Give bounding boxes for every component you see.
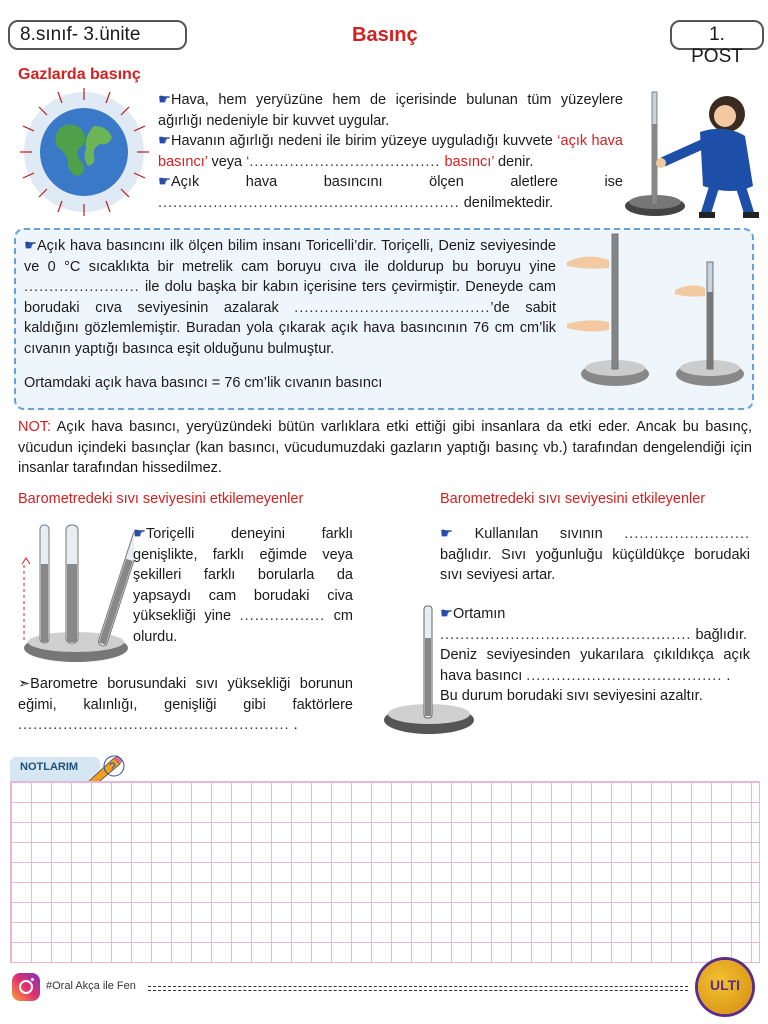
gases-p3-end: denilmektedir.	[459, 194, 554, 211]
svg-text:?: ?	[109, 760, 116, 774]
fill-blank[interactable]: .......................	[24, 279, 140, 295]
fill-blank[interactable]: .........................	[624, 526, 750, 542]
publisher-logo-text: ULTI	[709, 977, 741, 993]
note-label: NOT:	[18, 419, 52, 435]
gases-p1-text: Hava, hem yeryüzüne hem de içerisinde bulunan tüm yüzeylere ağırlığı nedeniyle bir kuvvet uygular.	[158, 92, 623, 129]
torricelli-experiment-illustration	[565, 232, 745, 400]
earth-globe	[40, 108, 128, 196]
right-col-p2	[440, 604, 750, 707]
torricelli-p1-mid: ile dolu başka bir kabın içerisine ters çevirmiştir. Deneyde cam borudaki cıva seviyesinin azalarak	[24, 279, 556, 316]
pointing-hand-icon: ☛	[24, 238, 37, 254]
pencil-arrow-icon: ➣	[18, 676, 31, 692]
fill-blank[interactable]: ............................................................	[158, 194, 460, 211]
pointing-hand-icon: ☛	[158, 133, 171, 149]
class-unit-text: 8.sınıf- 3.ünite	[20, 24, 141, 45]
fill-blank[interactable]: .................	[239, 608, 326, 624]
fill-blank[interactable]: ......................................	[249, 153, 441, 170]
left-column-heading: Barometredeki sıvı seviyesini etkilemeyenler	[18, 491, 304, 507]
right-col-p2-text: Ortamın	[453, 606, 506, 622]
pointing-hand-icon: ☛	[440, 526, 453, 542]
torricelli-formula: Ortamdaki açık hava basıncı = 76 cm’lik cıvanın basıncı	[24, 375, 383, 391]
right-col-p2-line2	[440, 645, 750, 686]
fill-blank[interactable]: .......................................	[294, 299, 491, 316]
right-col-p2-end: bağlıdır.	[691, 626, 748, 643]
right-col-p2-line3: Bu durum borudaki sıvı seviyesini azaltır.	[440, 688, 703, 704]
post-label	[670, 20, 764, 67]
fill-blank[interactable]: ......................................................	[18, 717, 290, 733]
right-col-p1	[440, 524, 750, 586]
gases-p2-text: Havanın ağırlığı nedeni ile birim yüzeye uyguladığı kuvvete	[171, 133, 558, 149]
right-col-p1-end: bağlıdır. Sıvı yoğunluğu küçüldükçe borudaki sıvı seviyesi artar.	[440, 546, 750, 583]
gases-text	[158, 90, 623, 213]
publisher-logo	[698, 960, 752, 1014]
pointing-hand-icon: ☛	[158, 92, 171, 108]
torricelli-p1-end: ’de sabit kaldığını gözlemlemiştir. Buradan yola çıkarak açık hava basıncının 76 cm cm’lik cıvanın yaptığı basınca eşit olduğunu bulmuştur.	[24, 299, 556, 357]
left-col-p1-text: Toriçelli deneyini farklı genişlikte, farklı eğimde veya şekilleri farklı borularla da yapsaydı cam borudaki civa yüksekliği yine	[133, 526, 353, 624]
footer-handle: #Oral Akça ile Fen	[46, 980, 136, 992]
right-col-p1-text: Kullanılan sıvının	[453, 526, 625, 542]
left-col-p2-text: Barometre borusundaki sıvı yüksekliği borunun eğimi, kalınlığı, genişliği gibi faktörlere	[18, 676, 353, 713]
gases-p2-end: denir.	[493, 153, 534, 170]
note-text: Açık hava basıncı, yeryüzündeki bütün varlıklara etki ettiği gibi insanlara da etki eder. Ancak bu basınç, vücudun içindeki basınçlar (kan basıncı, vücudumuzdaki gazların yaptığı basınç vb.) tarafından dengelendiği için insanlar tarafından hissedilmez.	[18, 419, 752, 476]
pointing-hand-icon: ☛	[440, 606, 453, 622]
notes-label: NOTLARIM	[20, 761, 79, 773]
gases-p1	[158, 90, 623, 131]
right-column-heading: Barometredeki sıvı seviyesini etkileyenler	[440, 491, 706, 507]
note-paragraph	[18, 417, 752, 479]
gases-p3	[158, 172, 623, 213]
page-title: Basınç	[352, 24, 418, 46]
pointing-hand-icon: ☛	[133, 526, 146, 542]
footer-dashed-line	[148, 986, 688, 987]
right-col-p2c-end: .	[722, 667, 731, 684]
pressure-term: basıncı’	[440, 153, 494, 170]
post-text: 1. POST	[691, 24, 743, 67]
left-col-p1-end: cm olurdu.	[133, 608, 354, 645]
tilted-tubes-illustration	[14, 520, 134, 670]
gases-p3-text: Açık hava basıncını ölçen aletlere ise	[171, 174, 623, 190]
left-col-p2-end: .	[289, 717, 298, 733]
left-col-p2	[18, 674, 353, 736]
instagram-icon	[12, 973, 40, 1001]
right-col-p2c-text: Deniz seviyesinden yukarılara çıkıldıkça açık hava basıncı	[440, 647, 750, 684]
right-col-p2-line1	[440, 604, 750, 645]
gases-heading: Gazlarda basınç	[18, 66, 141, 83]
fill-blank[interactable]: ..................................................	[440, 626, 692, 643]
footer-dashed-line-2	[148, 990, 688, 991]
notes-grid[interactable]	[10, 781, 760, 963]
gases-p2-mid: veya	[207, 153, 247, 170]
class-unit-label	[8, 20, 187, 50]
quote-open: ‘	[246, 153, 250, 170]
earth-pressure-illustration	[12, 86, 157, 216]
torricelli-scientist-illustration	[615, 84, 765, 224]
fill-blank[interactable]: .......................................	[526, 667, 723, 684]
gases-p2	[158, 131, 623, 172]
open-air-pressure-term: ‘açık hava basıncı’	[158, 133, 623, 170]
left-col-p1	[133, 524, 353, 647]
torricelli-p1-text: Açık hava basıncını ilk ölçen bilim insanı Toricelli’dir. Toriçelli, Deniz seviyesinde ve 0 °C sıcaklıkta bir metrelik cam boruyu cıva ile doldurup bu boruyu yine	[24, 238, 556, 275]
pointing-hand-icon: ☛	[158, 174, 171, 190]
torricelli-text	[24, 236, 556, 394]
torricelli-p1	[24, 236, 556, 359]
